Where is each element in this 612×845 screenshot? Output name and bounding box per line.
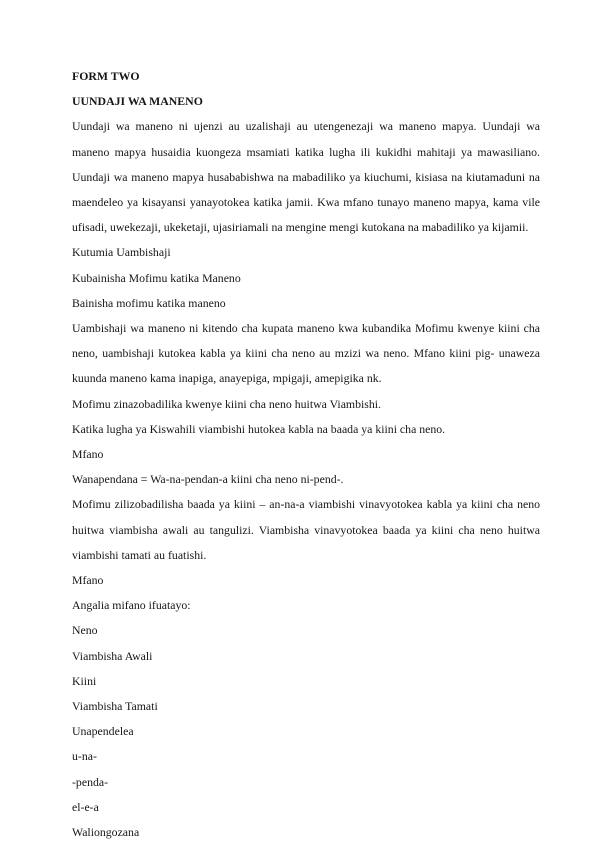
line-unapendelea: Unapendelea — [72, 724, 134, 739]
line-bainisha-mofimu: Bainisha mofimu katika maneno — [72, 295, 226, 310]
heading-uundaji-wa-maneno: UUNDAJI WA MANENO — [72, 94, 203, 109]
paragraph-line: Uambishaji wa maneno ni kitendo cha kupata maneno kwa kubandika Mofimu kwenye kiini cha — [72, 321, 540, 336]
line-kutumia-uambishaji: Kutumia Uambishaji — [72, 245, 171, 260]
line-mfano-1: Mfano — [72, 447, 104, 462]
line-el-e-a: el-e-a — [72, 799, 99, 814]
paragraph-line: maendeleo ya kisayansi yanayotokea katika jamii. Kwa mfano tunayo maneno mapya, kama vile — [72, 195, 540, 210]
paragraph-line: viambishi tamati au fuatishi. — [72, 547, 207, 562]
document-body — [72, 64, 540, 845]
line-kubainisha-mofimu: Kubainisha Mofimu katika Maneno — [72, 270, 241, 285]
paragraph-uundaji-intro — [72, 114, 540, 240]
paragraph-viambisha-awali-tamati — [72, 492, 540, 568]
line-kiini: Kiini — [72, 673, 97, 688]
paragraph-line: neno, uambishaji kutokea kabla ya kiini cha neno au mzizi wa neno. Mfano kiini pig- unaweza — [72, 346, 540, 361]
paragraph-line: maneno mapya husaidia kuongeza msamiati katika lugha ili kukidhi mahitaji ya mawasiliano. — [72, 144, 540, 159]
line-viambisha-tamati: Viambisha Tamati — [72, 699, 158, 714]
line-katika-lugha: Katika lugha ya Kiswahili viambishi hutokea kabla na baada ya kiini cha neno. — [72, 421, 446, 436]
paragraph-line: kuunda maneno kama inapiga, anayepiga, mpigaji, amepigika nk. — [72, 371, 382, 386]
line-penda: -penda- — [72, 774, 109, 789]
line-u-na: u-na- — [72, 749, 97, 764]
line-angalia-mifano: Angalia mifano ifuatayo: — [72, 598, 191, 613]
line-wanapendana-example: Wanapendana = Wa-na-pendan-a kiini cha neno ni-pend-. — [72, 472, 344, 487]
paragraph-line: ufisadi, uwekezaji, ukeketaji, ujasiriamali na mengine mengi kutokana na mabadiliko ya kijamii. — [72, 220, 529, 235]
line-mofimu-viambishi: Mofimu zinazobadilika kwenye kiini cha neno huitwa Viambishi. — [72, 396, 381, 411]
paragraph-line: Uundaji wa maneno ni ujenzi au uzalishaji au utengenezaji wa maneno mapya. Uundaji wa — [72, 119, 540, 134]
paragraph-line: Uundaji wa maneno mapya husababishwa na mabadiliko ya kiuchumi, kisiasa na kiutamaduni na — [72, 169, 540, 184]
paragraph-line: huitwa viambisha awali au tangulizi. Viambisha vinavyotokea baada ya kiini cha neno huitwa — [72, 522, 540, 537]
line-neno: Neno — [72, 623, 98, 638]
line-waliongozana: Waliongozana — [72, 825, 140, 840]
paragraph-line: Mofimu zilizobadilisha baada ya kiini – an-na-a viambishi vinavyotokea kabla ya kiini cha neno — [72, 497, 540, 512]
line-viambisha-awali: Viambisha Awali — [72, 648, 153, 663]
line-mfano-2: Mfano — [72, 573, 104, 588]
heading-form-two: FORM TWO — [72, 69, 140, 83]
paragraph-uambishaji-definition — [72, 316, 540, 392]
